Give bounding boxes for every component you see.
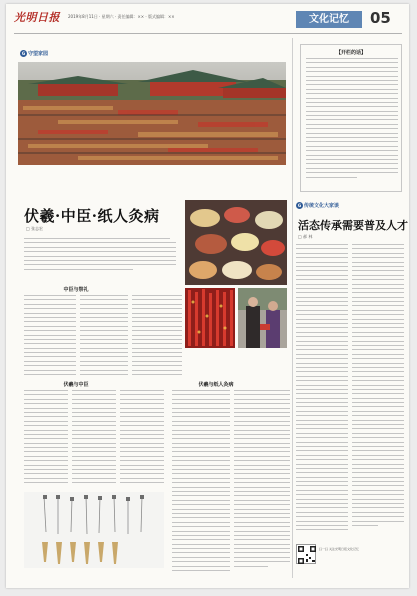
body-col-6	[120, 390, 164, 490]
subhead-2: 伏羲与中臣	[63, 382, 89, 388]
body-col-2	[80, 295, 128, 377]
column-tag-icon: G	[21, 51, 26, 56]
masthead-logo: 光明日报	[14, 11, 60, 24]
right-headline: 活态传承需要普及人才	[298, 219, 408, 232]
sidebar-text	[306, 58, 398, 186]
right-tag-icon: G	[297, 203, 302, 208]
subhead-1: 中臣与祭礼	[63, 287, 89, 293]
needles-photo	[24, 492, 164, 568]
right-tag-label: 传统文化大家谈	[304, 203, 340, 209]
main-headline: 伏羲·中臣·纸人灸病	[24, 207, 160, 225]
body-col-1	[24, 295, 76, 377]
body-col-7	[172, 390, 230, 580]
body-col-8	[234, 390, 290, 580]
header-rule	[14, 33, 402, 34]
section-banner: 文化记忆	[296, 11, 362, 28]
column-tag	[20, 50, 48, 57]
right-col-2	[352, 244, 404, 540]
body-col-3	[132, 295, 182, 377]
subhead-3: 伏羲与纸人灸病	[198, 382, 234, 388]
body-col-4	[24, 390, 68, 490]
right-byline: □ 郝 林	[298, 234, 313, 239]
masthead-info: 2019年8月11日 · 星期六 · 责任编辑：×× · 版式编辑：××	[68, 14, 175, 19]
lead-paragraph	[24, 238, 176, 278]
qr-code[interactable]	[296, 544, 316, 564]
main-byline: □ 张志宏	[26, 226, 44, 231]
sidebar-heading: 【开栏的话】	[336, 50, 367, 56]
ritual-photo	[238, 288, 287, 348]
food-photo	[185, 200, 287, 285]
newspaper-page	[6, 4, 409, 588]
column-tag-label: 守望家园	[28, 51, 49, 57]
body-col-5	[72, 390, 116, 490]
ribbon-photo	[185, 288, 235, 348]
qr-caption: 扫一扫 关注光明日报文化记忆	[319, 547, 359, 551]
main-photo	[18, 62, 286, 165]
right-col-1	[296, 244, 348, 540]
column-divider	[292, 38, 293, 578]
page-number: 05	[370, 9, 391, 27]
right-column-tag	[296, 202, 339, 209]
